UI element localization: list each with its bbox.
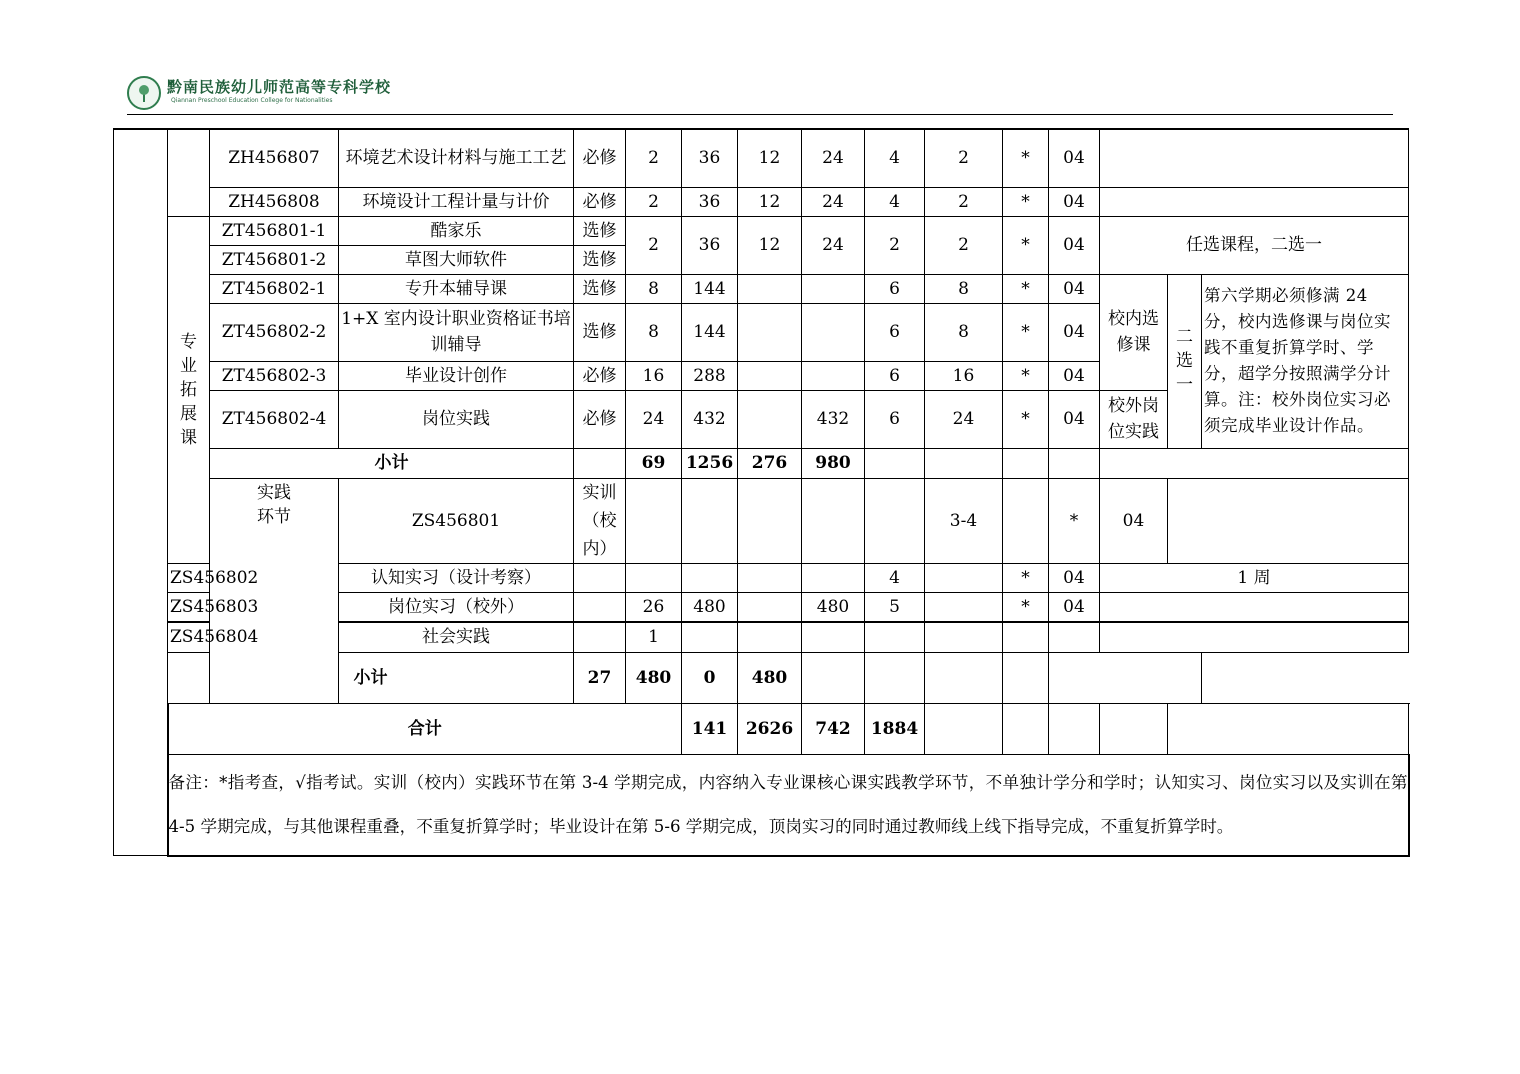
weekly-hours: 2 [925, 129, 1003, 187]
blank-cell [925, 592, 1003, 622]
blank-cell [925, 622, 1003, 652]
practice-hours: 480 [802, 592, 865, 622]
practice-hours [802, 361, 865, 390]
subtotal-label: 小计 [210, 448, 574, 478]
semester: 5 [865, 592, 925, 622]
practice-hours: 24 [802, 216, 865, 274]
blank-cell [925, 703, 1003, 754]
credit: 26 [626, 592, 682, 622]
subtotal-theory-hours: 276 [738, 448, 802, 478]
course-name: 酷家乐 [339, 216, 574, 245]
total-label: 合计 [168, 703, 682, 754]
course-type: 必修 [574, 187, 626, 216]
blank-cell [865, 622, 925, 652]
course-name: 社会实践 [339, 622, 574, 652]
blank-cell [1049, 622, 1100, 652]
exam-type: * [1003, 592, 1049, 622]
header-divider [127, 114, 1393, 115]
table-row [114, 274, 1409, 303]
blank-cell [865, 652, 925, 703]
weekly-hours: 16 [925, 361, 1003, 390]
dept-code: 04 [1049, 563, 1100, 592]
blank-cell [574, 563, 626, 592]
weekly-hours: 8 [925, 274, 1003, 303]
course-code: ZH456807 [210, 129, 339, 187]
blank-cell [682, 478, 738, 563]
semester-six-note: 第六学期必须修满 24 分，校内选修课与岗位实践不重复折算学时、学分，超学分按照满学分计算。注：校外岗位实习必须完成毕业设计作品。 [1202, 274, 1409, 448]
course-type: 必修 [574, 390, 626, 448]
weekly-hours: 2 [925, 187, 1003, 216]
semester: 6 [865, 274, 925, 303]
practice-hours [802, 303, 865, 361]
course-name: 专升本辅导课 [339, 274, 574, 303]
blank-cell [738, 478, 802, 563]
blank-cell [626, 478, 682, 563]
school-logo-icon [127, 76, 161, 110]
blank-cell [1100, 703, 1168, 754]
subtotal-row [114, 448, 1409, 478]
course-code: ZS456804 [168, 622, 210, 652]
blank-cell [738, 592, 802, 622]
blank-cell [1049, 448, 1100, 478]
semester: 2 [865, 216, 925, 274]
table-row [114, 187, 1409, 216]
practice-hours [802, 274, 865, 303]
exam-type: * [1003, 361, 1049, 390]
dept-code: 04 [1049, 129, 1100, 187]
remark-cell [1168, 478, 1409, 563]
subtotal-credit: 69 [626, 448, 682, 478]
elective-note: 任选课程，二选一 [1100, 216, 1409, 274]
blank-cell [1168, 703, 1409, 754]
theory-hours [738, 361, 802, 390]
course-code: ZT456802-1 [210, 274, 339, 303]
curriculum-table [113, 128, 1410, 857]
subtotal-theory-hours: 0 [682, 652, 738, 703]
total-hours: 432 [682, 390, 738, 448]
blank-cell [574, 592, 626, 622]
subtotal-row [114, 652, 1409, 703]
subtotal-credit: 27 [574, 652, 626, 703]
subtotal-total-hours: 480 [626, 652, 682, 703]
blank-cell [1049, 703, 1100, 754]
subtotal-label: 小计 [168, 652, 574, 703]
credit: 2 [626, 187, 682, 216]
blank-cell [626, 563, 682, 592]
blank-cell [925, 448, 1003, 478]
blank-cell [865, 478, 925, 563]
semester: 3-4 [925, 478, 1003, 563]
course-name: 认知实习（设计考察） [339, 563, 574, 592]
dept-code: 04 [1049, 592, 1100, 622]
practice-hours: 24 [802, 187, 865, 216]
course-type: 必修 [574, 129, 626, 187]
course-code: ZT456801-2 [210, 245, 339, 274]
dept-code: 04 [1049, 216, 1100, 274]
course-code: ZT456801-1 [210, 216, 339, 245]
credit: 1 [626, 622, 682, 652]
course-code: ZS456802 [168, 563, 210, 592]
blank-cell [1003, 703, 1049, 754]
course-name: 岗位实践 [339, 390, 574, 448]
weekly-hours: 24 [925, 390, 1003, 448]
dept-code: 04 [1049, 361, 1100, 390]
blank-cell [925, 563, 1003, 592]
course-code: ZS456803 [168, 592, 210, 622]
group-label-practice: 实践 环节 [210, 478, 339, 703]
total-hours: 288 [682, 361, 738, 390]
course-code: ZT456802-2 [210, 303, 339, 361]
course-name: 1+X 室内设计职业资格证书培训辅导 [339, 303, 574, 361]
blank-cell [1049, 652, 1202, 703]
blank-cell [925, 652, 1003, 703]
practice-hours: 432 [802, 390, 865, 448]
course-name: 实训（校内） [574, 478, 626, 563]
theory-hours: 12 [738, 187, 802, 216]
dept-code: 04 [1049, 390, 1100, 448]
semester: 4 [865, 129, 925, 187]
footnote-row [114, 754, 1409, 856]
total-row [114, 703, 1409, 754]
course-type: 选修 [574, 274, 626, 303]
course-name: 毕业设计创作 [339, 361, 574, 390]
semester: 4 [865, 563, 925, 592]
total-hours: 144 [682, 274, 738, 303]
semester: 6 [865, 303, 925, 361]
group-label-expand: 专 业 拓 展 课 [168, 216, 210, 563]
exam-type: * [1003, 187, 1049, 216]
semester: 4 [865, 187, 925, 216]
outer-left-cell [114, 129, 168, 856]
choose-one-label: 二 选 一 [1168, 274, 1202, 448]
school-name-en: Qiannan Preschool Education College for Nationalities [171, 97, 333, 104]
course-name: 岗位实习（校外） [339, 592, 574, 622]
total-hours: 36 [682, 216, 738, 274]
blank-cell [738, 622, 802, 652]
theory-hours [738, 303, 802, 361]
subtotal-practice-hours: 980 [802, 448, 865, 478]
blank-cell [1100, 448, 1409, 478]
blank-cell [1003, 652, 1049, 703]
blank-cell [802, 622, 865, 652]
practice-hours: 24 [802, 129, 865, 187]
course-code: ZH456808 [210, 187, 339, 216]
total-practice-hours: 1884 [865, 703, 925, 754]
dept-code: 04 [1100, 478, 1168, 563]
course-type: 选修 [574, 245, 626, 274]
course-type: 选修 [574, 303, 626, 361]
remark-cell [1100, 592, 1409, 622]
credit: 24 [626, 390, 682, 448]
course-code: ZT456802-4 [210, 390, 339, 448]
exam-type: * [1003, 390, 1049, 448]
blank-cell [802, 563, 865, 592]
semester: 6 [865, 390, 925, 448]
total-hours: 480 [682, 592, 738, 622]
semester: 6 [865, 361, 925, 390]
inside-elective-label: 校内选修课 [1100, 274, 1168, 390]
exam-type: * [1003, 563, 1049, 592]
course-code: ZT456802-3 [210, 361, 339, 390]
total-theory-hours: 742 [802, 703, 865, 754]
course-type: 必修 [574, 361, 626, 390]
credit: 16 [626, 361, 682, 390]
theory-hours [738, 274, 802, 303]
total-hours: 36 [682, 129, 738, 187]
weekly-hours: 2 [925, 216, 1003, 274]
remark-cell: 1 周 [1100, 563, 1409, 592]
theory-hours: 12 [738, 216, 802, 274]
subtotal-total-hours: 1256 [682, 448, 738, 478]
page-header [127, 74, 1393, 116]
course-code: ZS456801 [339, 478, 574, 563]
subtotal-practice-hours: 480 [738, 652, 802, 703]
blank-cell [1003, 478, 1049, 563]
credit: 8 [626, 274, 682, 303]
credit: 8 [626, 303, 682, 361]
total-hours: 144 [682, 303, 738, 361]
table-row [114, 478, 1409, 563]
remark-cell [1100, 187, 1409, 216]
footnote-text: 备注：*指考查，√指考试。实训（校内）实践环节在第 3-4 学期完成，内容纳入专业课核心课实践教学环节，不单独计学分和学时；认知实习、岗位实习以及实训在第 4-5 学期完成，与其他课程重叠，不重复折算学时；毕业设计在第 5-6 学期完成，顶岗实习的同时通过教师线上线下指导完成，不重复折算学时。 [168, 754, 1409, 856]
weekly-hours: 8 [925, 303, 1003, 361]
total-hours: 36 [682, 187, 738, 216]
outside-practice-label: 校外岗位实践 [1100, 390, 1168, 448]
remark-cell [1100, 129, 1409, 187]
blank-cell [682, 622, 738, 652]
total-hours-sum: 2626 [738, 703, 802, 754]
blank-cell [574, 622, 626, 652]
dept-code: 04 [1049, 187, 1100, 216]
blank-cell [682, 563, 738, 592]
credit: 2 [626, 129, 682, 187]
course-name: 草图大师软件 [339, 245, 574, 274]
remark-cell [1100, 622, 1409, 652]
table-row [114, 216, 1409, 245]
exam-type: * [1003, 303, 1049, 361]
exam-type: * [1003, 216, 1049, 274]
blank-cell [738, 563, 802, 592]
blank-cell [802, 652, 865, 703]
dept-code: 04 [1049, 274, 1100, 303]
blank-cell [574, 448, 626, 478]
course-name: 环境设计工程计量与计价 [339, 187, 574, 216]
blank-cell [1003, 448, 1049, 478]
course-name: 环境艺术设计材料与施工工艺 [339, 129, 574, 187]
exam-type: * [1049, 478, 1100, 563]
school-name-cn: 黔南民族幼儿师范高等专科学校 [167, 78, 392, 96]
group-cell-blank [168, 129, 210, 216]
blank-cell [802, 478, 865, 563]
tree-icon [137, 84, 151, 102]
blank-cell [865, 448, 925, 478]
theory-hours: 12 [738, 129, 802, 187]
course-type: 选修 [574, 216, 626, 245]
theory-hours [738, 390, 802, 448]
total-credit: 141 [682, 703, 738, 754]
exam-type: * [1003, 274, 1049, 303]
blank-cell [1003, 622, 1049, 652]
exam-type: * [1003, 129, 1049, 187]
dept-code: 04 [1049, 303, 1100, 361]
table-row [114, 129, 1409, 187]
credit: 2 [626, 216, 682, 274]
